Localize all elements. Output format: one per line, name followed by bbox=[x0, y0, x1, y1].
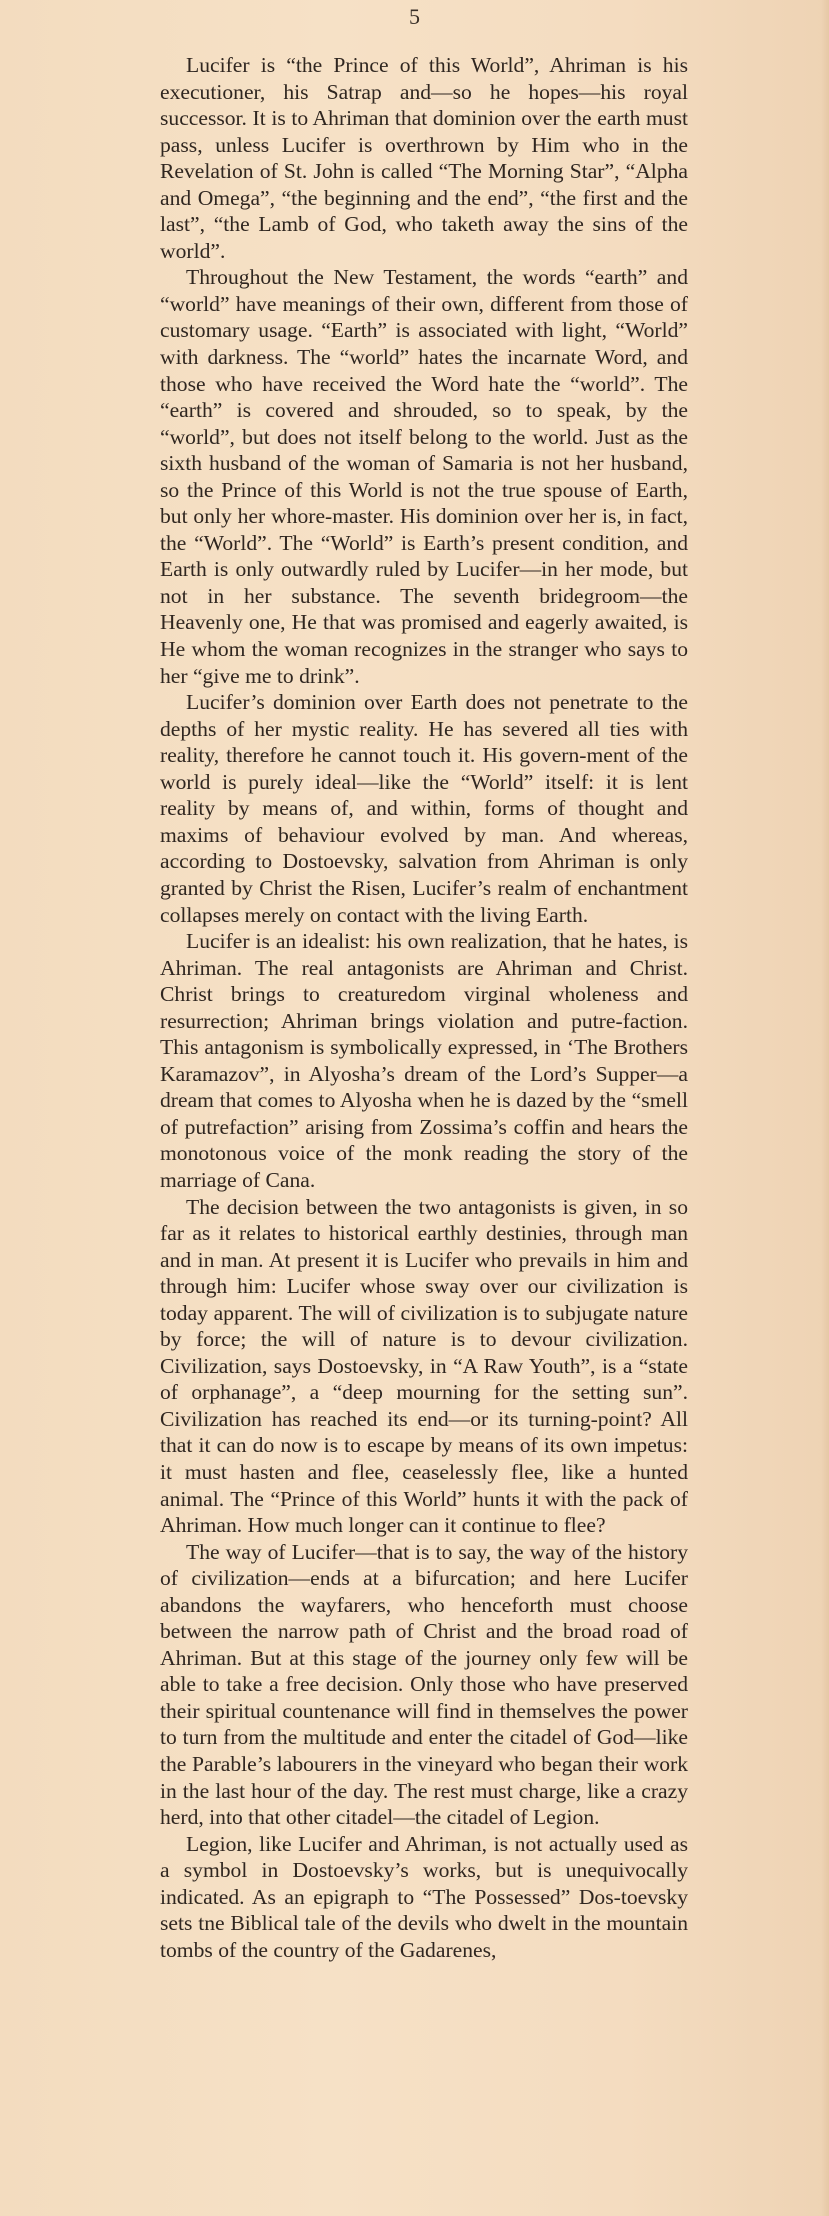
paragraph-4: Lucifer is an idealist: his own realization, that he hates, is Ahriman. The real antagonists are Ahriman and Christ. Christ brings to creaturedom virginal wholeness and resurrection; Ahriman brings violation and putre-faction. This antagonism is symbolically expressed, in ‘The Brothers Karamazov”, in Alyosha’s dream of the Lord’s Supper—a dream that comes to Alyosha when he is dazed by the “smell of putrefaction” arising from Zossima’s coffin and hears the monotonous voice of the monk reading the story of the marriage of Cana. bbox=[160, 929, 688, 1192]
page-edge-shadow bbox=[821, 0, 829, 2216]
paragraph-3: Lucifer’s dominion over Earth does not penetrate to the depths of her mystic reality. He has severed all ties with reality, therefore he cannot touch it. His govern-ment of the world is purely ideal—like the “World” itself: it is lent reality by means of, and within, forms of thought and maxims of behaviour evolved by man. And whereas, according to Dostoevsky, salvation from Ahriman is only granted by Christ the Risen, Lucifer’s realm of enchantment collapses merely on contact with the living Earth. bbox=[160, 690, 688, 927]
body-text bbox=[160, 52, 688, 1963]
paragraph-6: The way of Lucifer—that is to say, the way of the history of civilization—ends at a bifurcation; and here Lucifer abandons the wayfarers, who henceforth must choose between the narrow path of Christ and the broad road of Ahriman. But at this stage of the journey only few will be able to take a free decision. Only those who have preserved their spiritual countenance will find in themselves the power to turn from the multitude and enter the citadel of God—like the Parable’s labourers in the vineyard who began their work in the last hour of the day. The rest must charge, like a crazy herd, into that other citadel—the citadel of Legion. bbox=[160, 1539, 688, 1830]
page-number: 5 bbox=[409, 4, 420, 29]
paragraph-2: Throughout the New Testament, the words “earth” and “world” have meanings of their own, different from those of customary usage. “Earth” is associated with light, “World” with darkness. The “world” hates the incarnate Word, and those who have received the Word hate the “world”. The “earth” is covered and shrouded, so to speak, by the “world”, but does not itself belong to the world. Just as the sixth husband of the woman of Samaria is not her husband, so the Prince of this World is not the true spouse of Earth, but only her whore-master. His dominion over her is, in fact, the “World”. The “World” is Earth’s present condition, and Earth is only outwardly ruled by Lucifer—in her mode, but not in her substance. The seventh bridegroom—the Heavenly one, He that was promised and eagerly awaited, is He whom the woman recognizes in the stranger who says to her “give me to drink”. bbox=[160, 265, 688, 688]
paragraph-5: The decision between the two antagonists is given, in so far as it relates to historical earthly destinies, through man and in man. At present it is Lucifer who prevails in him and through him: Lucifer whose sway over our civilization is today apparent. The will of civilization is to subjugate nature by force; the will of nature is to devour civilization. Civilization, says Dostoevsky, in “A Raw Youth”, is a “state of orphanage”, a “deep mourning for the setting sun”. Civilization has reached its end—or its turning-point? All that it can do now is to escape by means of its own impetus: it must hasten and flee, ceaselessly flee, like a hunted animal. The “Prince of this World” hunts it with the pack of Ahriman. How much longer can it continue to flee? bbox=[160, 1194, 688, 1538]
paragraph-7: Legion, like Lucifer and Ahriman, is not actually used as a symbol in Dostoevsky’s works, but is unequivocally indicated. As an epigraph to “The Possessed” Dos-toevsky sets tne Biblical tale of the devils who dwelt in the mountain tombs of the country of the Gadarenes, bbox=[160, 1831, 688, 1962]
paragraph-1: Lucifer is “the Prince of this World”, Ahriman is his executioner, his Satrap and—so he hopes—his royal successor. It is to Ahriman that dominion over the earth must pass, unless Lucifer is overthrown by Him who in the Revelation of St. John is called “The Morning Star”, “Alpha and Omega”, “the beginning and the end”, “the first and the last”, “the Lamb of God, who taketh away the sins of the world”. bbox=[160, 53, 688, 263]
